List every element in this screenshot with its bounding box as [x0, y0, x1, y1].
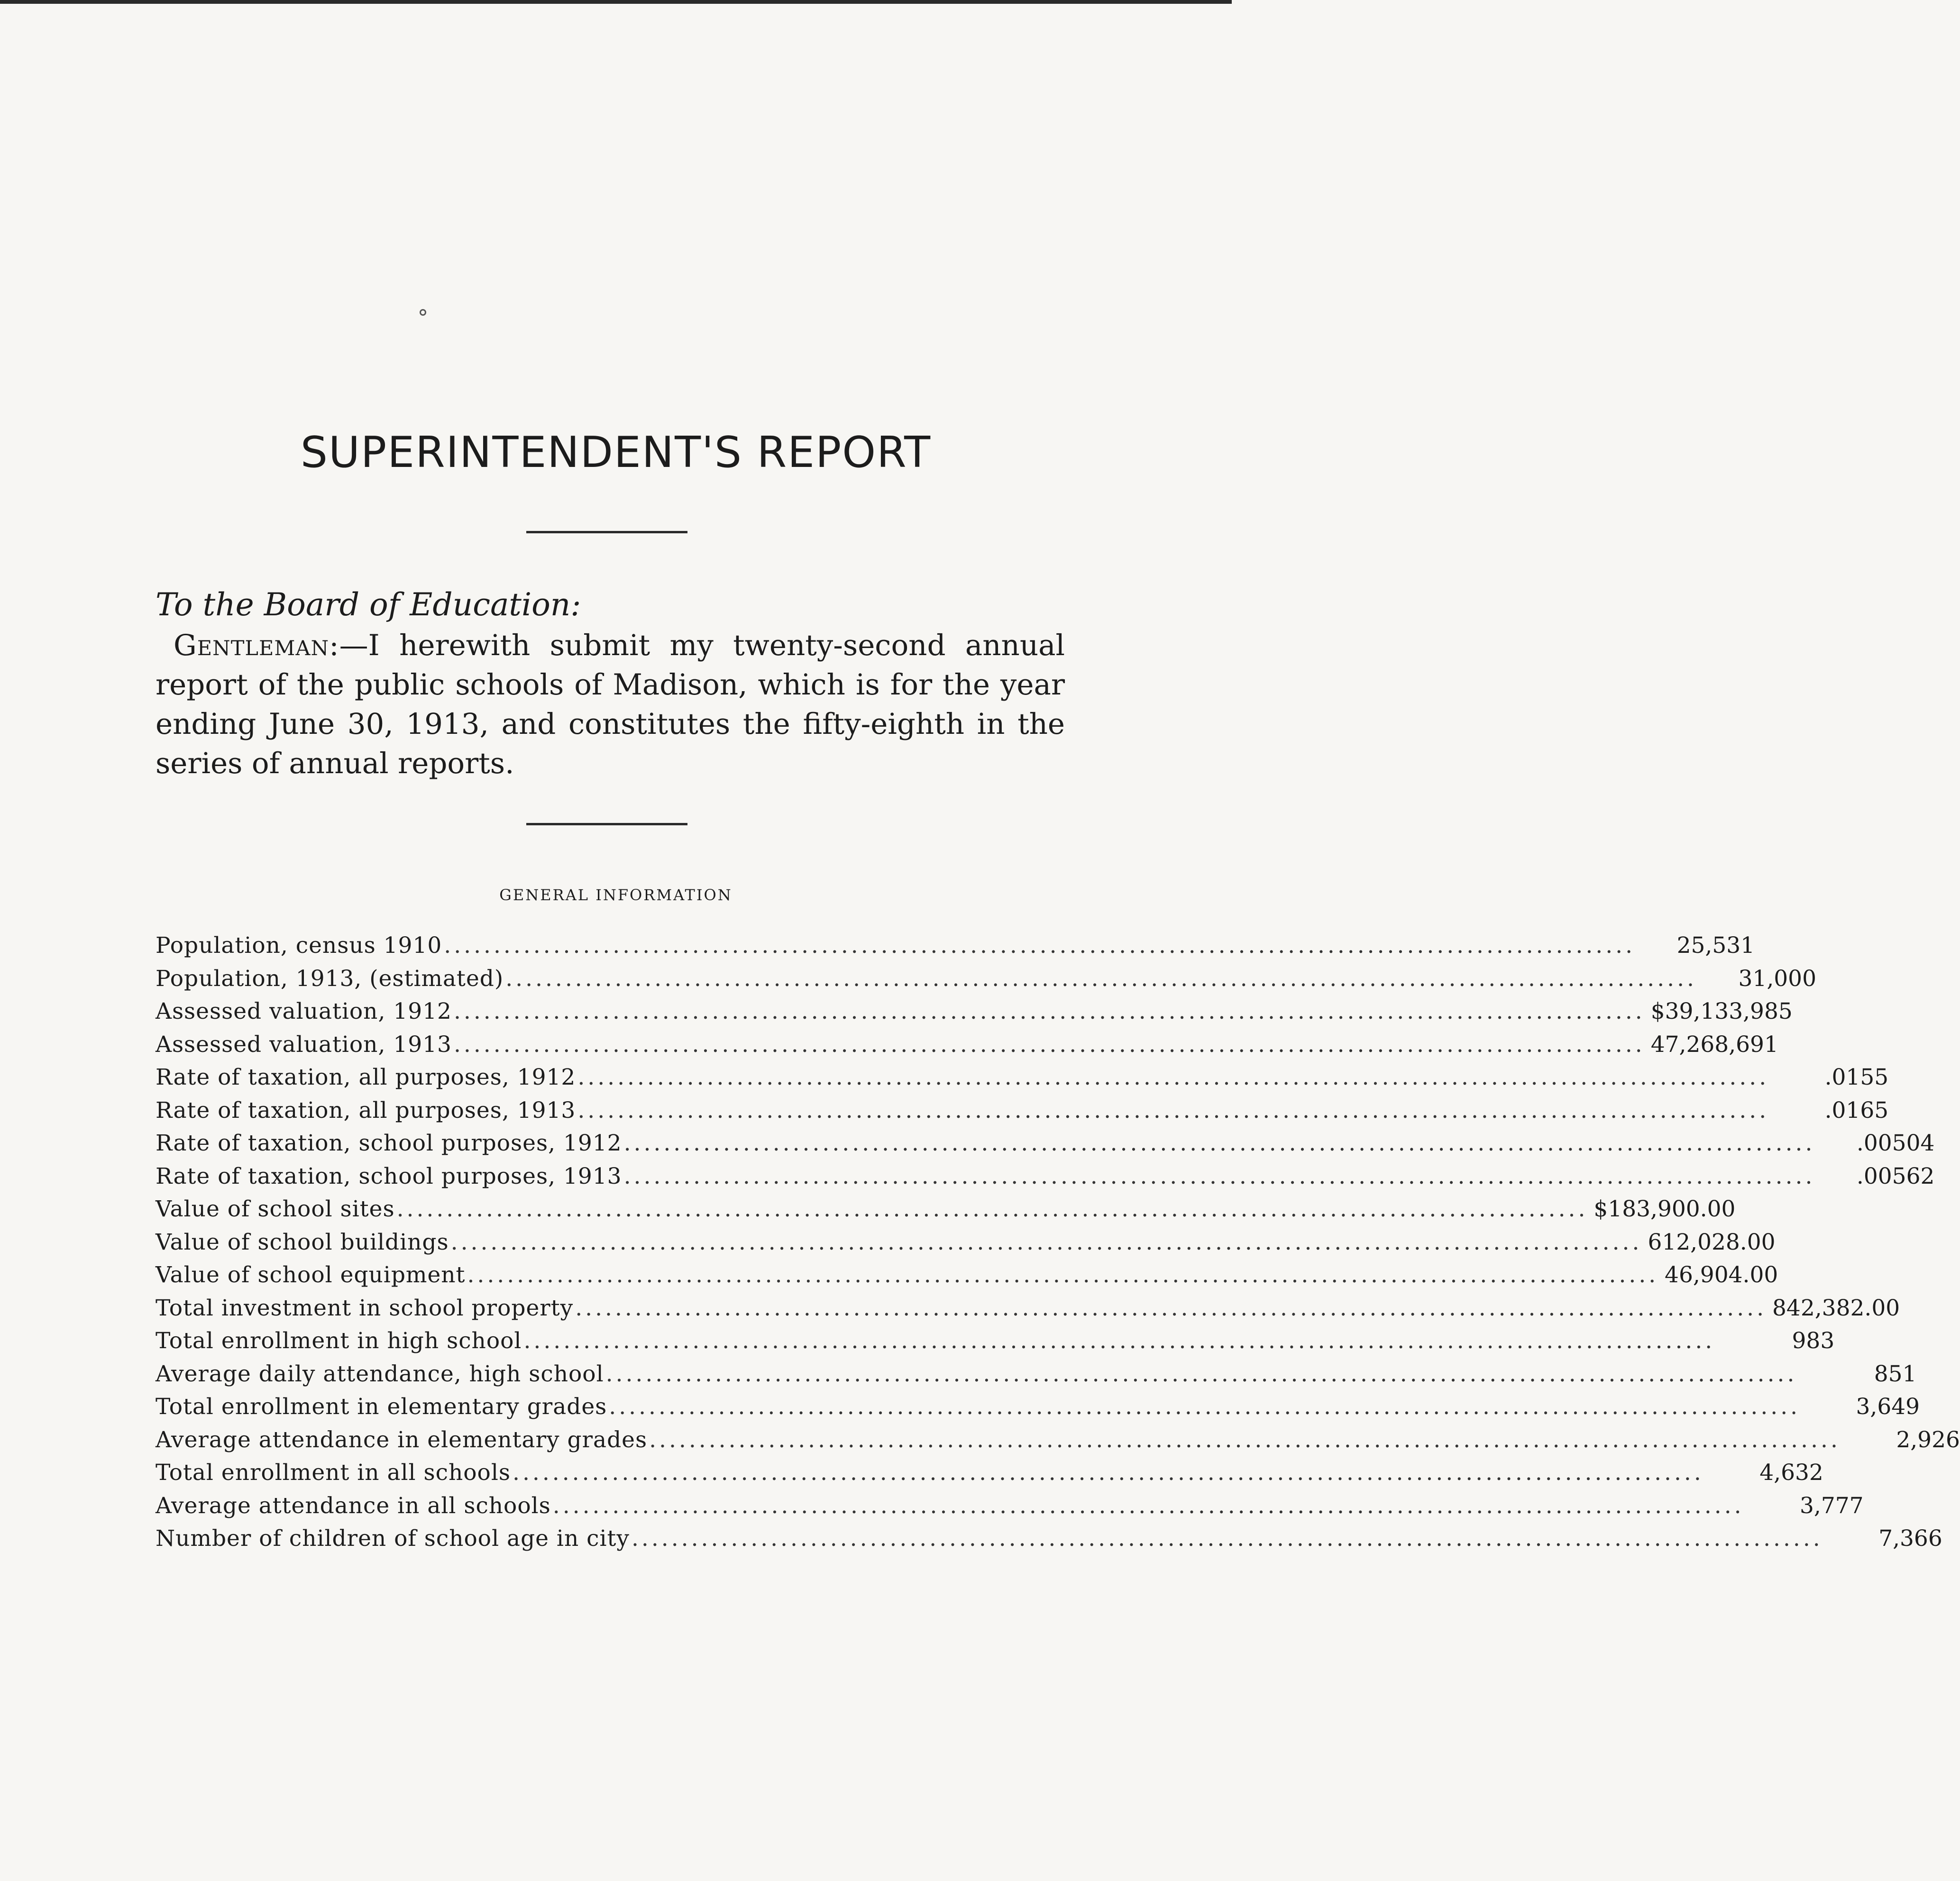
- table-row: [156, 1390, 1920, 1424]
- table-row: [156, 1094, 1889, 1127]
- row-label: Total investment in school property: [156, 1295, 574, 1321]
- dot-leader: ........................................................................................................................: [552, 1492, 1744, 1519]
- row-label: Rate of taxation, school purposes, 1913: [156, 1163, 622, 1189]
- row-label: Total enrollment in elementary grades: [156, 1394, 607, 1420]
- dot-leader: ........................................................................................................................: [577, 1097, 1769, 1123]
- table-row: [156, 1324, 1835, 1358]
- table-row: [156, 995, 1793, 1028]
- section-heading: GENERAL INFORMATION: [499, 886, 733, 904]
- row-label: Rate of taxation, all purposes, 1913: [156, 1097, 576, 1123]
- row-value: 25,531: [1676, 932, 1755, 959]
- table-row: [156, 1424, 1960, 1457]
- section-divider: [526, 823, 687, 825]
- row-value: 2,926: [1896, 1426, 1960, 1453]
- dot-leader: ........................................................................................................................: [623, 1130, 1815, 1156]
- row-value: 31,000: [1738, 965, 1816, 992]
- letter-paragraph: [156, 626, 1065, 783]
- dot-leader: ........................................................................................................................: [513, 1460, 1704, 1486]
- table-row: [156, 1456, 1823, 1489]
- row-label: Value of school buildings: [156, 1229, 449, 1255]
- dot-leader: ........................................................................................................................: [523, 1328, 1715, 1354]
- row-value: 842,382.00: [1772, 1295, 1900, 1321]
- table-row: [156, 1358, 1917, 1391]
- row-value: $39,133,985: [1650, 998, 1793, 1024]
- row-label: Value of school sites: [156, 1196, 395, 1222]
- dot-leader: ........................................................................................................................: [453, 1031, 1645, 1058]
- row-value: 4,632: [1759, 1460, 1823, 1486]
- row-value: 47,268,691: [1650, 1031, 1778, 1058]
- dot-leader: ........................................................................................................................: [605, 1361, 1797, 1387]
- row-value: .00562: [1856, 1163, 1935, 1189]
- row-label: Average attendance in all schools: [156, 1492, 551, 1519]
- table-row: [156, 929, 1755, 962]
- general-information-table: [156, 929, 1960, 1555]
- page-title: SUPERINTENDENT'S REPORT: [300, 428, 932, 477]
- table-row: [156, 962, 1816, 995]
- dot-leader: ........................................................................................................................: [577, 1064, 1769, 1090]
- row-label: Population, 1913, (estimated): [156, 965, 504, 992]
- row-value: $183,900.00: [1594, 1196, 1736, 1222]
- row-value: .00504: [1856, 1130, 1935, 1156]
- table-row: [156, 1028, 1778, 1061]
- dot-leader: ........................................................................................................................: [444, 932, 1636, 959]
- table-row: [156, 1061, 1889, 1094]
- row-label: Population, census 1910: [156, 932, 442, 959]
- row-label: Rate of taxation, all purposes, 1912: [156, 1064, 576, 1090]
- row-label: Total enrollment in high school: [156, 1328, 522, 1354]
- row-value: .0165: [1824, 1097, 1889, 1123]
- row-value: 3,649: [1856, 1394, 1920, 1420]
- dot-leader: ........................................................................................................................: [609, 1394, 1801, 1420]
- table-row: [156, 1160, 1935, 1193]
- row-value: .0155: [1824, 1064, 1889, 1090]
- dot-leader: ........................................................................................................................: [450, 1229, 1642, 1255]
- row-label: Rate of taxation, school purposes, 1912: [156, 1130, 622, 1156]
- letter-body: —I herewith submit my twenty-second annual report of the public schools of Madison, which is for the year ending June 30, 1913, and constitutes the fifty-eighth in the series of annual reports.: [156, 629, 1065, 780]
- row-label: Average attendance in elementary grades: [156, 1426, 648, 1453]
- table-row: [156, 1193, 1736, 1226]
- row-label: Assessed valuation, 1913: [156, 1031, 452, 1058]
- row-value: 612,028.00: [1648, 1229, 1776, 1255]
- row-value: 983: [1792, 1328, 1835, 1354]
- row-label: Average daily attendance, high school: [156, 1361, 604, 1387]
- table-row: [156, 1522, 1942, 1555]
- salutation: To the Board of Education:: [156, 586, 581, 623]
- row-label: Assessed valuation, 1912: [156, 998, 452, 1024]
- dot-leader: ........................................................................................................................: [396, 1196, 1588, 1222]
- dot-leader: ........................................................................................................................: [623, 1163, 1815, 1189]
- row-value: 3,777: [1800, 1492, 1864, 1519]
- table-row: [156, 1489, 1864, 1523]
- table-row: [156, 1226, 1776, 1259]
- dot-leader: ........................................................................................................................: [575, 1295, 1767, 1321]
- dot-leader: ........................................................................................................................: [467, 1262, 1659, 1288]
- table-row: [156, 1259, 1778, 1292]
- printed-mark: [420, 309, 426, 316]
- row-value: 7,366: [1878, 1525, 1942, 1552]
- row-value: 46,904.00: [1665, 1262, 1778, 1288]
- row-label: Total enrollment in all schools: [156, 1460, 511, 1486]
- dot-leader: ........................................................................................................................: [453, 998, 1645, 1024]
- dot-leader: ........................................................................................................................: [631, 1525, 1823, 1552]
- row-label: Number of children of school age in city: [156, 1525, 630, 1552]
- row-value: 851: [1874, 1361, 1917, 1387]
- dot-leader: ........................................................................................................................: [649, 1426, 1841, 1453]
- top-border-rule: [0, 0, 1232, 4]
- dot-leader: ........................................................................................................................: [505, 965, 1697, 992]
- row-label: Value of school equipment: [156, 1262, 466, 1288]
- greeting: Gentleman:: [174, 629, 339, 662]
- title-divider: [526, 531, 687, 533]
- table-row: [156, 1127, 1935, 1160]
- table-row: [156, 1292, 1900, 1325]
